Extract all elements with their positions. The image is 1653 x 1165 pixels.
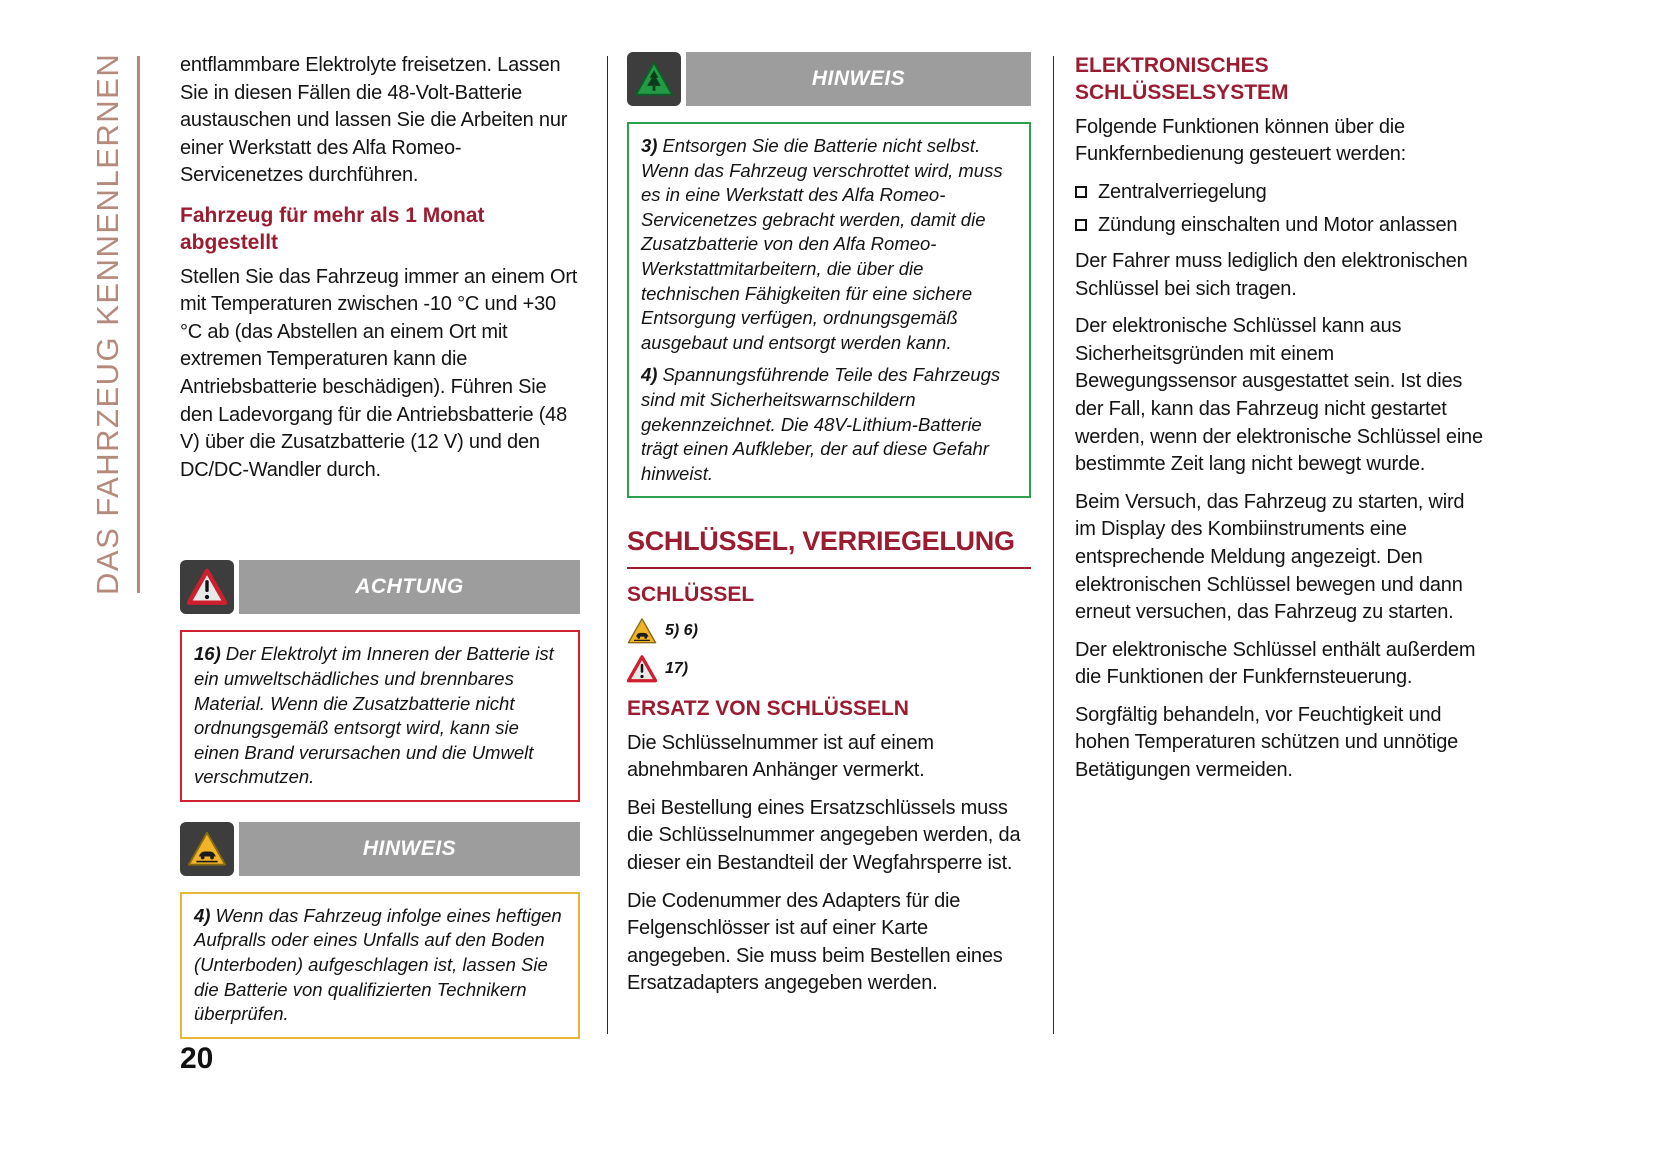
note-text: Der Elektrolyt im Inneren der Batterie ist ein umweltschädliches und brennbares Material. Wenn die Zusatzbatterie nicht ordnungsgemäß entsorgt wird, kann sie einen Brand verursachen und die Umwelt verschmutzen. bbox=[194, 643, 554, 788]
paragraph-replacement-order: Bei Bestellung eines Ersatzschlüssels muss die Schlüsselnummer angegeben werden, da dieser ein Bestandteil der Wegfahrsperre ist. bbox=[627, 796, 1021, 874]
chapter-rule bbox=[137, 56, 140, 593]
note-number: 4) bbox=[194, 904, 211, 926]
heading-electronic-key-system: ELEKTRONISCHES SCHLÜSSELSYSTEM bbox=[1075, 54, 1289, 105]
note-text: Entsorgen Sie die Batterie nicht selbst. Wenn das Fahrzeug verschrottet wird, muss es in eine Werkstatt des Alfa Romeo-Servicenetzes gebracht werden, damit die Zusatzbatterie von den Alfa Romeo-Werkstattmitarbeitern, die über die technischen Fähigkeiten für eine sichere Entsorgung verfügen, ordnungsgemäß ausgebaut und entsorgt werden kann. bbox=[641, 135, 1003, 353]
warning-reference-numbers: 5) 6) bbox=[665, 622, 698, 640]
paragraph-driver-carry-key: Der Fahrer muss lediglich den elektronischen Schlüssel bei sich tragen. bbox=[1075, 249, 1468, 300]
hinweis-eco-header bbox=[627, 52, 1031, 106]
paragraph-handle-carefully: Sorgfältig behandeln, vor Feuchtigkeit und hohen Temperaturen schützen und unnötige Betätigungen vermeiden. bbox=[1075, 703, 1459, 782]
paragraph-remote-functions-intro: Folgende Funktionen können über die Funkfernbedienung gesteuert werden: bbox=[1075, 115, 1407, 166]
list-item bbox=[1075, 179, 1485, 207]
list-item bbox=[1075, 212, 1485, 240]
warning-triangle-tree-icon bbox=[634, 60, 674, 98]
note-number: 4) bbox=[641, 364, 658, 386]
warning-triangle-exclamation-small-icon bbox=[627, 655, 657, 683]
heading-replacement-keys: ERSATZ VON SCHLÜSSELN bbox=[627, 697, 909, 721]
section-title-keys-locking: SCHLÜSSEL, VERRIEGELUNG bbox=[627, 526, 1031, 569]
paragraph-start-attempt-message: Beim Versuch, das Fahrzeug zu starten, wird im Display des Kombiinstruments eine entsprechende Meldung angezeigt. Den elektronischen Schlüssel bewegen und dann erneut versuchen, das Fahrzeug zu starten. bbox=[1075, 490, 1465, 624]
column-right bbox=[1075, 52, 1485, 795]
warning-triangle-vehicle-icon bbox=[187, 830, 227, 868]
paragraph-motion-sensor: Der elektronische Schlüssel kann aus Sicherheitsgründen mit einem Bewegungssensor ausgestattet sein. Ist dies der Fall, kann das Fahrzeug nicht gestartet werden, wenn der elektronische Schlüssel eine bestimmte Zeit lang nicht bewegt wurde. bbox=[1075, 315, 1483, 476]
list-item-label: Zündung einschalten und Motor anlassen bbox=[1098, 214, 1458, 237]
column-divider bbox=[607, 56, 608, 1034]
paragraph-storage-instructions: Stellen Sie das Fahrzeug immer an einem Ort mit Temperaturen zwischen -10 °C und +30 °C ab (das Abstellen an einem Ort mit extremen Temperaturen kann die Antriebsbatterie beschädigen). Führen Sie den Ladevorgang für die Antriebsbatterie (48 V) über die Zusatzbatterie (12 V) und den DC/DC-Wandler durch. bbox=[180, 265, 578, 481]
paragraph-key-number: Die Schlüsselnummer ist auf einem abnehmbaren Anhänger vermerkt. bbox=[627, 731, 934, 782]
achtung-bar-label: ACHTUNG bbox=[239, 560, 580, 614]
heading-vehicle-stored: Fahrzeug für mehr als 1 Monat abgestellt bbox=[180, 203, 485, 255]
note-text: Wenn das Fahrzeug infolge eines heftigen Aufpralls oder eines Unfalls auf den Boden (Unterboden) aufgeschlagen ist, lassen Sie die Batterie von qualifizierten Technikern überprüfen. bbox=[194, 904, 562, 1025]
tree-warning-icon bbox=[627, 52, 681, 106]
hinweis-bar-label: HINWEIS bbox=[686, 52, 1031, 106]
note-number: 3) bbox=[641, 135, 658, 156]
subheading-key: SCHLÜSSEL bbox=[627, 583, 755, 607]
hinweis-eco-note-box bbox=[627, 122, 1031, 498]
column-divider bbox=[1053, 56, 1054, 1034]
warning-reference-row bbox=[627, 655, 1031, 683]
warning-triangle-vehicle-small-icon bbox=[627, 617, 657, 645]
achtung-note-box bbox=[180, 630, 580, 802]
square-bullet-icon bbox=[1075, 186, 1087, 198]
hinweis-bar-label: HINWEIS bbox=[239, 822, 580, 876]
warning-reference-numbers: 17) bbox=[665, 660, 689, 678]
note-item bbox=[641, 363, 1017, 486]
achtung-header bbox=[180, 560, 580, 614]
paragraph-adapter-code: Die Codenummer des Adapters für die Felgenschlösser ist auf einer Karte angegeben. Sie muss beim Bestellen eines Ersatzadapters angegeben werden. bbox=[627, 889, 1003, 995]
hinweis-header bbox=[180, 822, 580, 876]
square-bullet-icon bbox=[1075, 219, 1087, 231]
chapter-title-vertical: DAS FAHRZEUG KENNENLERNEN bbox=[90, 52, 125, 595]
warning-exclamation-icon bbox=[180, 560, 234, 614]
warning-reference-row bbox=[627, 617, 1031, 645]
column-middle bbox=[627, 52, 1031, 1008]
note-number: 16) bbox=[194, 643, 221, 665]
note-item bbox=[641, 134, 1017, 355]
warning-triangle-exclamation-icon bbox=[187, 568, 227, 606]
paragraph-remote-control-functions: Der elektronische Schlüssel enthält außerdem die Funktionen der Funkfernsteuerung. bbox=[1075, 638, 1476, 689]
column-left bbox=[180, 52, 580, 1039]
note-text: Spannungsführende Teile des Fahrzeugs sind mit Sicherheitswarnschildern gekennzeichnet. Die 48V-Lithium-Batterie trägt einen Aufkleber, der auf diese Gefahr hinweist. bbox=[641, 364, 1001, 484]
page-number: 20 bbox=[180, 1042, 214, 1075]
hinweis-note-box bbox=[180, 892, 580, 1039]
paragraph-continuation: entflammbare Elektrolyte freisetzen. Lassen Sie in diesen Fällen die 48-Volt-Batterie austauschen und lassen Sie die Arbeiten nur einer Werkstatt des Alfa Romeo-Servicenetzes durchführen. bbox=[180, 54, 568, 187]
note-item bbox=[194, 642, 566, 790]
vehicle-warning-icon bbox=[180, 822, 234, 876]
list-item-label: Zentralverriegelung bbox=[1098, 180, 1267, 203]
note-item bbox=[194, 904, 566, 1027]
